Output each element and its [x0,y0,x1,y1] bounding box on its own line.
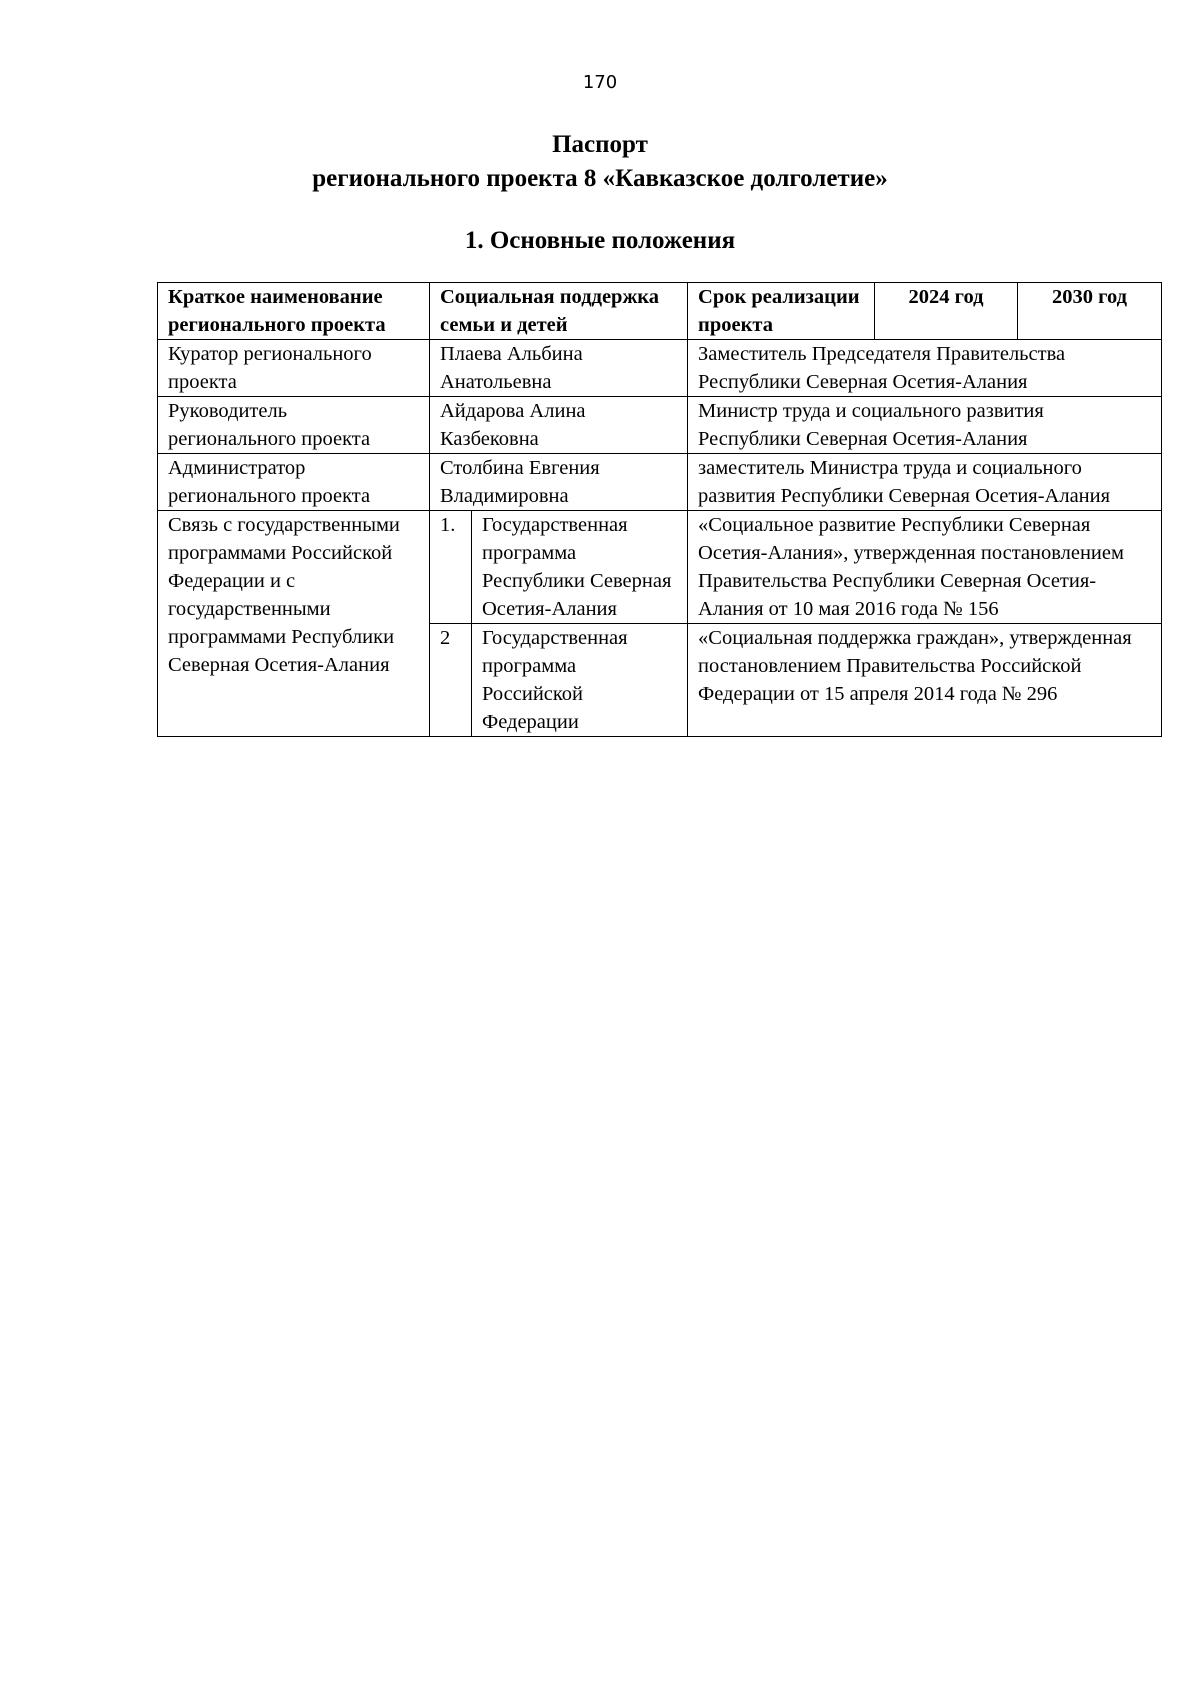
program-type-cell: Государственная программа Республики Северная Осетия-Алания [472,511,688,624]
row-label-cell: Руководитель регионального проекта [158,397,430,454]
row-name-cell: Столбина Евгения Владимировна [430,454,688,511]
links-label-cell: Связь с государственными программами Российской Федерации и с государственными программами Республики Северная Осетия-Алания [158,511,430,737]
row-position-cell: заместитель Министра труда и социального развития Республики Северная Осетия-Алания [688,454,1162,511]
year-end-cell: 2030 год [1018,283,1162,340]
term-label-cell: Срок реализации проекта [688,283,875,340]
table-row [158,283,1162,340]
document-title [0,128,1200,196]
title-line-1: Паспорт [552,131,648,158]
program-description-cell: «Социальная поддержка граждан», утвержденная постановлением Правительства Российской Федерации от 15 апреля 2014 года № 296 [688,624,1162,737]
short-name-label-cell: Краткое наименование регионального проекта [158,283,430,340]
table-row [158,340,1162,397]
table-row [158,397,1162,454]
short-name-value-cell: Социальная поддержка семьи и детей [430,283,688,340]
section-heading: 1. Основные положения [464,227,736,254]
row-name-cell: Плаева Альбина Анатольевна [430,340,688,397]
page-number: 170 [582,72,618,93]
program-number-cell: 2 [430,624,472,737]
row-position-cell: Министр труда и социального развития Республики Северная Осетия-Алания [688,397,1162,454]
row-name-cell: Айдарова Алина Казбековна [430,397,688,454]
program-type-cell: Государственная программа Российской Федерации [472,624,688,737]
row-label-cell: Администратор регионального проекта [158,454,430,511]
table-row [158,454,1162,511]
passport-table [157,282,1162,737]
program-description-cell: «Социальное развитие Республики Северная Осетия-Алания», утвержденная постановлением Правительства Республики Северная Осетия-Алания от 10 мая 2016 года № 156 [688,511,1162,624]
program-number-cell: 1. [430,511,472,624]
table-row [158,511,1162,624]
year-start-cell: 2024 год [875,283,1018,340]
title-line-2: регионального проекта 8 «Кавказское долголетие» [312,165,888,192]
row-label-cell: Куратор регионального проекта [158,340,430,397]
row-position-cell: Заместитель Председателя Правительства Республики Северная Осетия-Алания [688,340,1162,397]
